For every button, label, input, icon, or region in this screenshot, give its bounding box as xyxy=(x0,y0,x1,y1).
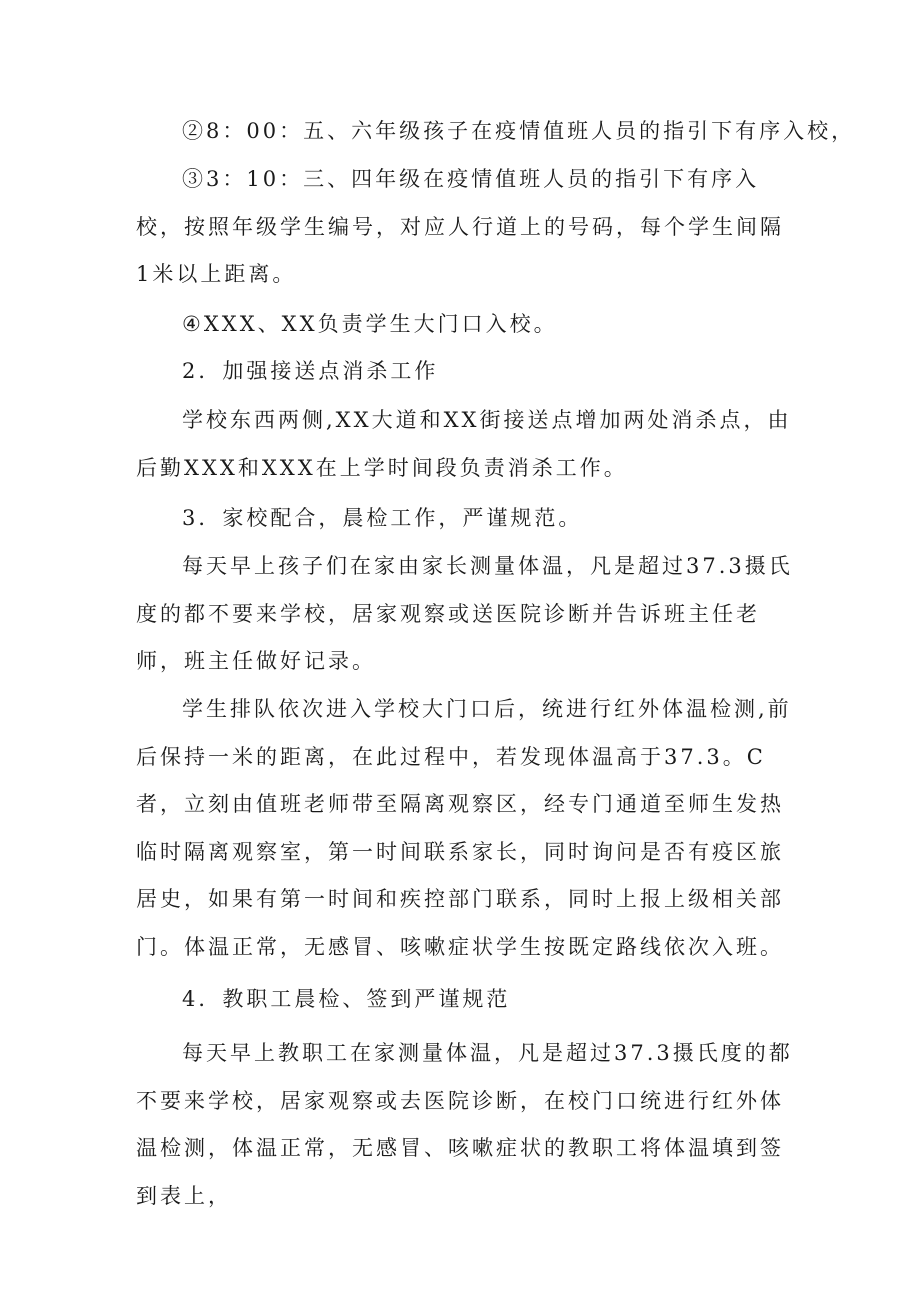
paragraph-entry-screening: 学生排队依次进入学校大门口后，统进行红外体温检测,前后保持一米的距离，在此过程中，若发现体温高于37.3。C者，立刻由值班老师带至隔离观察区，经专门通道至师生发热临时隔离观察室，第一时间联系家长，同时询问是否有疫区旅居史，如果有第一时间和疾控部门联系，同时上报上级相关部门。体温正常，无感冒、咳嗽症状学生按既定路线依次入班。 xyxy=(136,697,792,959)
heading-staff-check: 4．教职工晨检、签到严谨规范 xyxy=(182,987,511,1011)
paragraph-schedule-grade-3-4: ③3：10：三、四年级在疫情值班人员的指引下有序入校，按照年级学生编号，对应人行道上的号码，每个学生间隔1米以上距离。 xyxy=(136,167,784,286)
heading-morning-check: 3．家校配合，晨检工作，严谨规范。 xyxy=(182,506,583,530)
paragraph-staff-temperature: 每天早上教职工在家测量体温，凡是超过37.3摄氏度的都不要来学校，居家观察或去医院诊断，在校门口统进行红外体温检测，体温正常，无感冒、咳嗽症状的教职工将体温填到签到表上， xyxy=(136,1041,793,1208)
paragraph-home-temperature: 每天早上孩子们在家由家长测量体温，凡是超过37.3摄氏度的都不要来学校，居家观察或送医院诊断并告诉班主任老师，班主任做好记录。 xyxy=(136,554,793,673)
paragraph-schedule-grade-5-6: ②8：00：五、六年级孩子在疫情值班人员的指引下有序入校， xyxy=(182,119,856,143)
paragraph-disinfection-points: 学校东西两侧,XX大道和XX街接送点增加两处消杀点，由后勤XXX和XXX在上学时间段负责消杀工作。 xyxy=(136,408,792,480)
paragraph-gate-duty: ④XXX、XX负责学生大门口入校。 xyxy=(182,312,558,336)
heading-disinfection: 2．加强接送点消杀工作 xyxy=(182,359,439,383)
